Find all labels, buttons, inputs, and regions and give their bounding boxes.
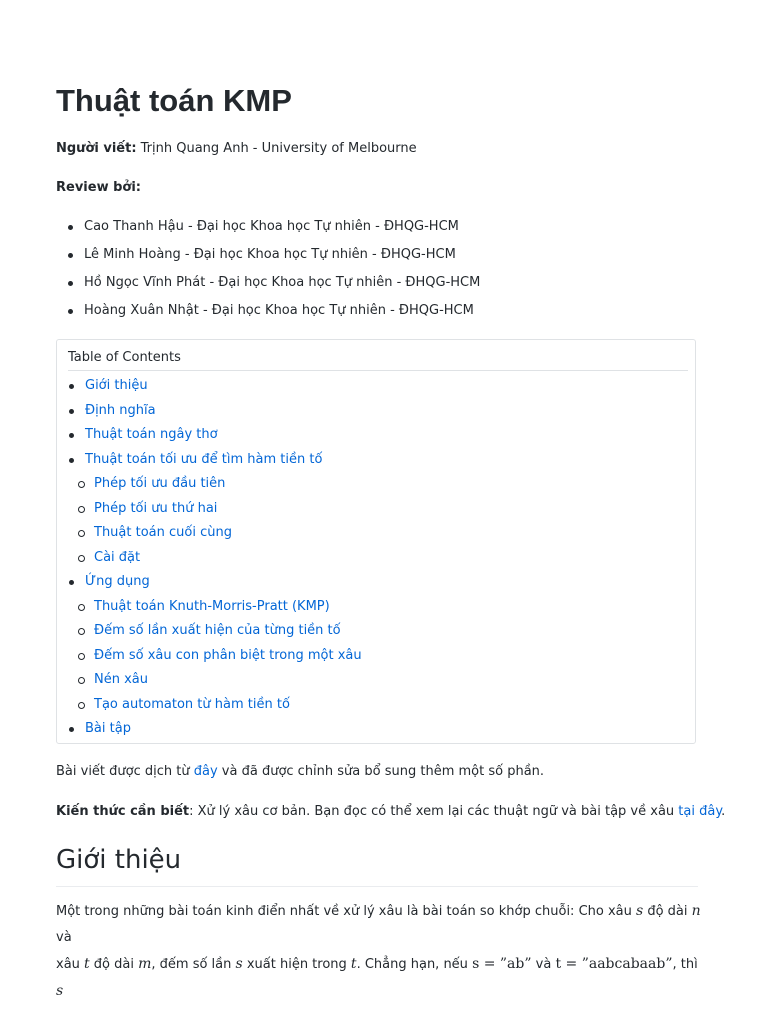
prereq-end: . (721, 804, 726, 819)
prereq-line (56, 802, 725, 822)
toc-link[interactable]: Cài đặt (94, 549, 141, 565)
math-t: t (84, 956, 90, 972)
table-of-contents (56, 339, 696, 744)
toc-link[interactable]: Đếm số xâu con phân biệt trong một xâu (94, 647, 362, 663)
prereq-link[interactable]: tại đây (678, 804, 722, 819)
math-eq-t: t = ”aabcabaab” (555, 956, 673, 972)
review-label: Review bởi: (56, 180, 142, 195)
toc-link[interactable]: Đếm số lần xuất hiện của từng tiền tố (94, 623, 341, 638)
intro-text: xuất hiện trong (242, 957, 351, 972)
toc-link[interactable]: Tạo automaton từ hàm tiền tố (94, 696, 290, 712)
toc-item (57, 499, 362, 524)
toc-link[interactable]: Thuật toán tối ưu để tìm hàm tiền tố (85, 451, 323, 467)
toc-item (57, 425, 362, 450)
toc-item (57, 695, 362, 720)
list-item: Cao Thanh Hậu - Đại học Khoa học Tự nhiên - ĐHQG-HCM (56, 217, 480, 245)
author-label: Người viết: (56, 141, 137, 156)
author-line (56, 139, 417, 159)
toc-item (57, 523, 362, 548)
intro-text: , đếm số lần (151, 957, 236, 972)
math-s: s (235, 956, 243, 972)
toc-link[interactable]: Thuật toán ngây thơ (85, 427, 218, 442)
list-item: Hoàng Xuân Nhật - Đại học Khoa học Tự nhiên - ĐHQG-HCM (56, 301, 480, 329)
toc-item (57, 474, 362, 499)
toc-item (57, 376, 362, 401)
list-item: Hồ Ngọc Vĩnh Phát - Đại học Khoa học Tự nhiên - ĐHQG-HCM (56, 273, 480, 301)
math-s: s (56, 983, 64, 999)
translation-text-end: và đã được chỉnh sửa bổ sung thêm một số phần. (217, 764, 545, 779)
toc-item (57, 450, 362, 475)
prereq-text: : Xử lý xâu cơ bản. Bạn đọc có thể xem lại các thuật ngữ và bài tập về xâu (189, 804, 679, 819)
intro-paragraph (56, 898, 706, 1005)
toc-list (57, 376, 362, 744)
toc-item (57, 621, 362, 646)
toc-item (57, 597, 362, 622)
author-value: Trịnh Quang Anh - University of Melbourne (136, 141, 417, 156)
translation-note (56, 762, 544, 782)
toc-item (57, 670, 362, 695)
toc-item (57, 646, 362, 671)
source-link[interactable]: đây (193, 764, 218, 779)
toc-item (57, 719, 362, 744)
list-item: Lê Minh Hoàng - Đại học Khoa học Tự nhiên - ĐHQG-HCM (56, 245, 480, 273)
intro-text: độ dài (643, 904, 692, 919)
intro-text: và (531, 957, 556, 972)
toc-link[interactable]: Giới thiệu (85, 378, 148, 393)
toc-link[interactable]: Thuật toán cuối cùng (94, 525, 232, 540)
prereq-label: Kiến thức cần biết (56, 804, 190, 819)
toc-item (57, 548, 362, 573)
math-m: m (138, 956, 152, 972)
toc-link[interactable]: Phép tối ưu thứ hai (94, 500, 218, 516)
intro-line-2 (56, 951, 706, 1005)
math-s: s (636, 903, 644, 919)
toc-link[interactable]: Bài tập (85, 721, 131, 736)
page-title: Thuật toán KMP (56, 83, 292, 118)
intro-text: độ dài (89, 957, 139, 972)
toc-link[interactable]: Định nghĩa (85, 402, 156, 418)
intro-text: . Chẳng hạn, nếu (356, 957, 473, 972)
intro-text: và (56, 930, 72, 945)
math-eq-s: s = ”ab” (472, 956, 532, 972)
intro-line-1 (56, 898, 706, 951)
intro-text: , thì (672, 957, 698, 972)
math-t: t (350, 956, 357, 972)
intro-text: xâu (56, 957, 85, 972)
section-heading-intro: Giới thiệu (56, 840, 698, 887)
math-n: n (691, 903, 701, 919)
toc-item (57, 401, 362, 426)
reviewer-list (56, 217, 480, 329)
intro-text: Một trong những bài toán kinh điển nhất về xử lý xâu là bài toán so khớp chuỗi: Cho xâu (56, 904, 637, 919)
toc-link[interactable]: Ứng dụng (85, 574, 150, 589)
translation-text: Bài viết được dịch từ (56, 764, 194, 779)
toc-title: Table of Contents (68, 348, 688, 371)
toc-link[interactable]: Thuật toán Knuth-Morris-Pratt (KMP) (94, 598, 330, 614)
toc-link[interactable]: Nén xâu (94, 672, 148, 687)
toc-link[interactable]: Phép tối ưu đầu tiên (94, 476, 226, 491)
toc-item (57, 572, 362, 597)
